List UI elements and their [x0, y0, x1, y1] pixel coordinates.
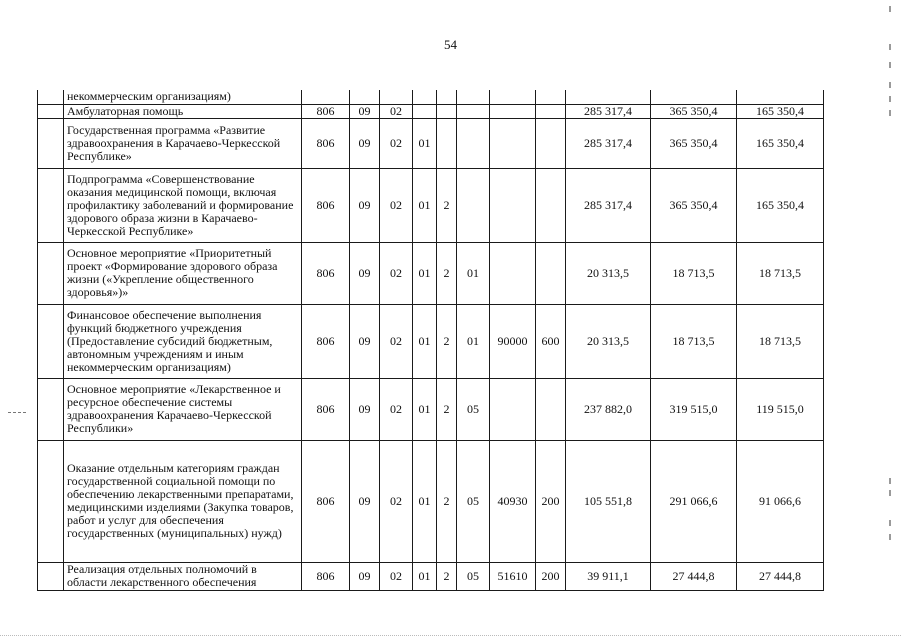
- page-number: 54: [444, 37, 457, 52]
- direction-code-cell: [490, 104, 536, 118]
- item-name-cell: Основное мероприятие «Лекарственное и ресурсное обеспечение системы здравоохранения Карачаево-Черкесской Республики»: [64, 378, 302, 440]
- section-code-cell: 09: [350, 562, 380, 590]
- scan-bottom-edge: [0, 635, 901, 640]
- amount-year-2-cell: 18 713,5: [651, 304, 737, 378]
- amount-year-2-cell: [651, 90, 737, 104]
- activity-code-cell: [457, 168, 490, 242]
- expense-type-cell: 200: [536, 440, 566, 562]
- expense-type-cell: 200: [536, 562, 566, 590]
- expense-type-cell: [536, 168, 566, 242]
- subprogram-code-cell: 2: [437, 562, 457, 590]
- subprogram-code-cell: 2: [437, 304, 457, 378]
- budget-table: [37, 90, 824, 591]
- subsection-code-cell: 02: [380, 562, 413, 590]
- program-code-cell: 01: [413, 440, 437, 562]
- subprogram-code-cell: [437, 90, 457, 104]
- amount-year-3-cell: 91 066,6: [737, 440, 824, 562]
- direction-code-cell: [490, 90, 536, 104]
- ministry-code-cell: 806: [302, 440, 350, 562]
- scan-edge-tick: [889, 478, 891, 484]
- program-code-cell: 01: [413, 378, 437, 440]
- program-code-cell: [413, 104, 437, 118]
- section-code-cell: [350, 90, 380, 104]
- amount-year-2-cell: 18 713,5: [651, 242, 737, 304]
- amount-year-1-cell: 285 317,4: [566, 118, 651, 168]
- subsection-code-cell: 02: [380, 304, 413, 378]
- amount-year-1-cell: 285 317,4: [566, 104, 651, 118]
- section-code-cell: 09: [350, 242, 380, 304]
- amount-year-1-cell: 237 882,0: [566, 378, 651, 440]
- direction-code-cell: 90000: [490, 304, 536, 378]
- row-number-cell: [38, 378, 64, 440]
- table-row: [38, 104, 824, 118]
- scan-edge-tick: [889, 62, 891, 68]
- section-code-cell: 09: [350, 378, 380, 440]
- expense-type-cell: [536, 378, 566, 440]
- amount-year-1-cell: [566, 90, 651, 104]
- subsection-code-cell: 02: [380, 242, 413, 304]
- table-row: [38, 90, 824, 104]
- amount-year-2-cell: 291 066,6: [651, 440, 737, 562]
- activity-code-cell: [457, 104, 490, 118]
- activity-code-cell: 01: [457, 304, 490, 378]
- activity-code-cell: 01: [457, 242, 490, 304]
- expense-type-cell: [536, 242, 566, 304]
- item-name-cell: некоммерческим организациям): [64, 90, 302, 104]
- scan-edge-tick: [889, 96, 891, 102]
- table-row: [38, 304, 824, 378]
- amount-year-3-cell: 165 350,4: [737, 104, 824, 118]
- item-name-cell: Финансовое обеспечение выполнения функций бюджетного учреждения (Предоставление субсидий бюджетным, автономным учреждениям и иным некоммерческим организациям): [64, 304, 302, 378]
- direction-code-cell: 40930: [490, 440, 536, 562]
- activity-code-cell: 05: [457, 440, 490, 562]
- item-name-cell: Основное мероприятие «Приоритетный проект «Формирование здорового образа жизни («Укрепление общественного здоровья»)»: [64, 242, 302, 304]
- amount-year-3-cell: 18 713,5: [737, 304, 824, 378]
- amount-year-1-cell: 20 313,5: [566, 242, 651, 304]
- scan-edge-tick: [889, 110, 891, 116]
- scan-edge-tick: [889, 44, 891, 50]
- table-body: [38, 90, 824, 590]
- item-name-cell: Подпрограмма «Совершенствование оказания медицинской помощи, включая профилактику заболеваний и формирование здорового образа жизни в Карачаево-Черкесской Республике»: [64, 168, 302, 242]
- row-number-cell: [38, 118, 64, 168]
- subsection-code-cell: 02: [380, 168, 413, 242]
- subprogram-code-cell: [437, 104, 457, 118]
- scan-edge-tick: [889, 6, 891, 12]
- ministry-code-cell: 806: [302, 168, 350, 242]
- program-code-cell: 01: [413, 562, 437, 590]
- subsection-code-cell: 02: [380, 440, 413, 562]
- table-row: [38, 168, 824, 242]
- ministry-code-cell: [302, 90, 350, 104]
- amount-year-2-cell: 365 350,4: [651, 168, 737, 242]
- expense-type-cell: [536, 104, 566, 118]
- amount-year-3-cell: 18 713,5: [737, 242, 824, 304]
- expense-type-cell: 600: [536, 304, 566, 378]
- scan-edge-tick: [889, 82, 891, 88]
- ministry-code-cell: 806: [302, 378, 350, 440]
- amount-year-2-cell: 365 350,4: [651, 104, 737, 118]
- amount-year-1-cell: 39 911,1: [566, 562, 651, 590]
- subprogram-code-cell: [437, 118, 457, 168]
- item-name-cell: Амбулаторная помощь: [64, 104, 302, 118]
- program-code-cell: [413, 90, 437, 104]
- amount-year-1-cell: 20 313,5: [566, 304, 651, 378]
- activity-code-cell: 05: [457, 562, 490, 590]
- direction-code-cell: [490, 168, 536, 242]
- ministry-code-cell: 806: [302, 104, 350, 118]
- subprogram-code-cell: 2: [437, 440, 457, 562]
- row-number-cell: [38, 440, 64, 562]
- direction-code-cell: 51610: [490, 562, 536, 590]
- ministry-code-cell: 806: [302, 118, 350, 168]
- scan-edge-tick: [889, 490, 891, 496]
- expense-type-cell: [536, 118, 566, 168]
- amount-year-2-cell: 365 350,4: [651, 118, 737, 168]
- table-row: [38, 242, 824, 304]
- amount-year-3-cell: 165 350,4: [737, 118, 824, 168]
- section-code-cell: 09: [350, 104, 380, 118]
- activity-code-cell: [457, 90, 490, 104]
- item-name-cell: Оказание отдельным категориям граждан государственной социальной помощи по обеспечению лекарственными препаратами, медицинскими изделиями (Закупка товаров, работ и услуг для обеспечения государственных (муниципальных) нужд): [64, 440, 302, 562]
- amount-year-1-cell: 285 317,4: [566, 168, 651, 242]
- program-code-cell: 01: [413, 118, 437, 168]
- ministry-code-cell: 806: [302, 562, 350, 590]
- program-code-cell: 01: [413, 242, 437, 304]
- scan-edge-tick: [889, 534, 891, 540]
- subsection-code-cell: 02: [380, 104, 413, 118]
- row-number-cell: [38, 242, 64, 304]
- amount-year-3-cell: [737, 90, 824, 104]
- row-number-cell: [38, 90, 64, 104]
- activity-code-cell: [457, 118, 490, 168]
- subsection-code-cell: [380, 90, 413, 104]
- activity-code-cell: 05: [457, 378, 490, 440]
- row-number-cell: [38, 562, 64, 590]
- amount-year-1-cell: 105 551,8: [566, 440, 651, 562]
- section-code-cell: 09: [350, 118, 380, 168]
- amount-year-2-cell: 27 444,8: [651, 562, 737, 590]
- amount-year-3-cell: 165 350,4: [737, 168, 824, 242]
- section-code-cell: 09: [350, 304, 380, 378]
- scan-margin-mark: [8, 412, 26, 413]
- program-code-cell: 01: [413, 168, 437, 242]
- direction-code-cell: [490, 242, 536, 304]
- scan-edge-marks: [889, 0, 893, 640]
- table-row: [38, 440, 824, 562]
- row-number-cell: [38, 304, 64, 378]
- amount-year-3-cell: 119 515,0: [737, 378, 824, 440]
- subprogram-code-cell: 2: [437, 242, 457, 304]
- scan-edge-tick: [889, 520, 891, 526]
- ministry-code-cell: 806: [302, 242, 350, 304]
- row-number-cell: [38, 168, 64, 242]
- item-name-cell: Государственная программа «Развитие здравоохранения в Карачаево-Черкесской Республике»: [64, 118, 302, 168]
- program-code-cell: 01: [413, 304, 437, 378]
- direction-code-cell: [490, 118, 536, 168]
- direction-code-cell: [490, 378, 536, 440]
- subprogram-code-cell: 2: [437, 378, 457, 440]
- section-code-cell: 09: [350, 168, 380, 242]
- section-code-cell: 09: [350, 440, 380, 562]
- table-row: [38, 378, 824, 440]
- row-number-cell: [38, 104, 64, 118]
- subsection-code-cell: 02: [380, 118, 413, 168]
- ministry-code-cell: 806: [302, 304, 350, 378]
- subprogram-code-cell: 2: [437, 168, 457, 242]
- expense-type-cell: [536, 90, 566, 104]
- subsection-code-cell: 02: [380, 378, 413, 440]
- amount-year-2-cell: 319 515,0: [651, 378, 737, 440]
- amount-year-3-cell: 27 444,8: [737, 562, 824, 590]
- item-name-cell: Реализация отдельных полномочий в области лекарственного обеспечения: [64, 562, 302, 590]
- table-row: [38, 562, 824, 590]
- table-row: [38, 118, 824, 168]
